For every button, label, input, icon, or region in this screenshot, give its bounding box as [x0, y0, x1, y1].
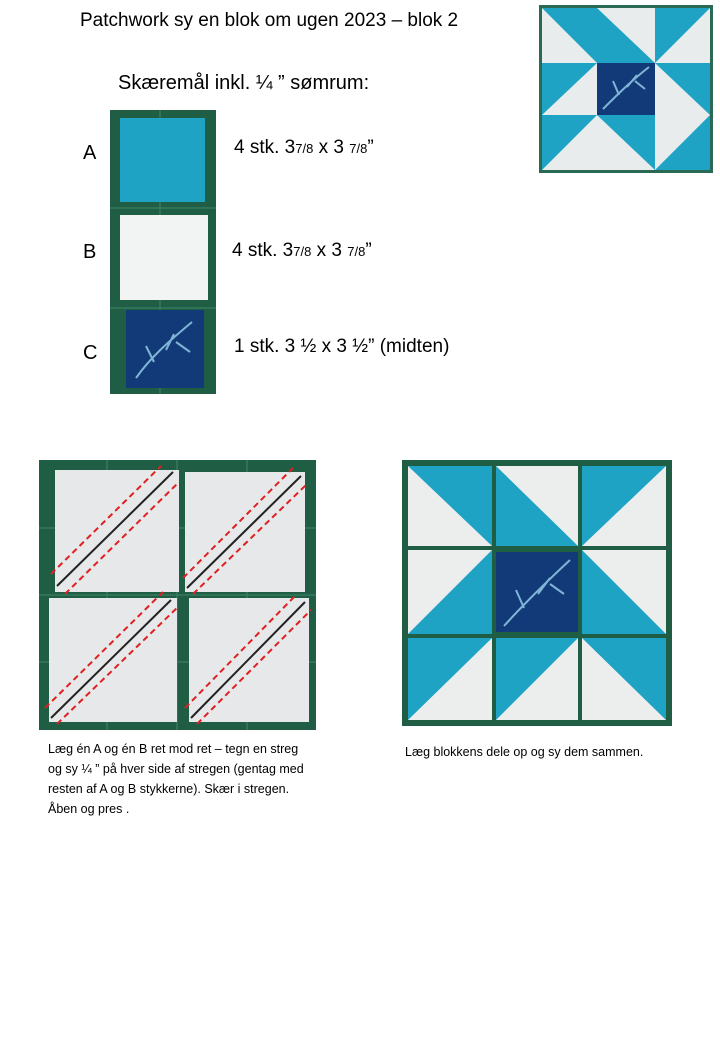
- measurement-a-frac2: 7/8: [349, 141, 368, 156]
- swatch-a: [120, 118, 205, 202]
- measurement-b-mid: x 3: [311, 240, 348, 261]
- label-b: B: [83, 241, 97, 263]
- measurement-b-frac1: 7/8: [293, 244, 312, 259]
- measurement-a-count: 4 stk. 3: [234, 137, 296, 158]
- measurement-a-frac1: 7/8: [295, 141, 314, 156]
- measurement-c: 1 stk. 3 ½ x 3 ½” (midten): [234, 336, 450, 357]
- measurement-b: [232, 240, 372, 262]
- sewing-lines-photo: [39, 460, 316, 730]
- block-layout-photo: [402, 460, 672, 726]
- measurement-b-frac2: 7/8: [347, 244, 366, 259]
- measurement-b-end: ”: [365, 240, 372, 261]
- measurement-b-count: 4 stk. 3: [232, 240, 294, 261]
- caption-right: Læg blokkens dele op og sy dem sammen.: [405, 745, 644, 759]
- label-c: C: [83, 342, 98, 364]
- cutting-heading: Skæremål inkl. ¼ ” sømrum:: [118, 72, 370, 94]
- measurement-a: [234, 137, 374, 159]
- page-title: Patchwork sy en blok om ugen 2023 – blok 2: [80, 10, 459, 31]
- caption-left: [48, 739, 348, 819]
- label-a: A: [83, 142, 97, 164]
- caption-left-line: Læg én A og én B ret mod ret – tegn en streg: [48, 742, 299, 756]
- caption-left-line: resten af A og B stykkerne). Skær i stregen.: [48, 782, 290, 796]
- fabric-swatches-photo: [110, 110, 216, 394]
- swatch-b: [120, 215, 208, 300]
- measurement-a-end: ”: [367, 137, 374, 158]
- finished-block-photo: [539, 5, 713, 173]
- measurement-a-mid: x 3: [313, 137, 350, 158]
- caption-left-line: og sy ¼ ” på hver side af stregen (gentag med: [48, 762, 304, 776]
- caption-left-line: Åben og pres .: [48, 802, 130, 816]
